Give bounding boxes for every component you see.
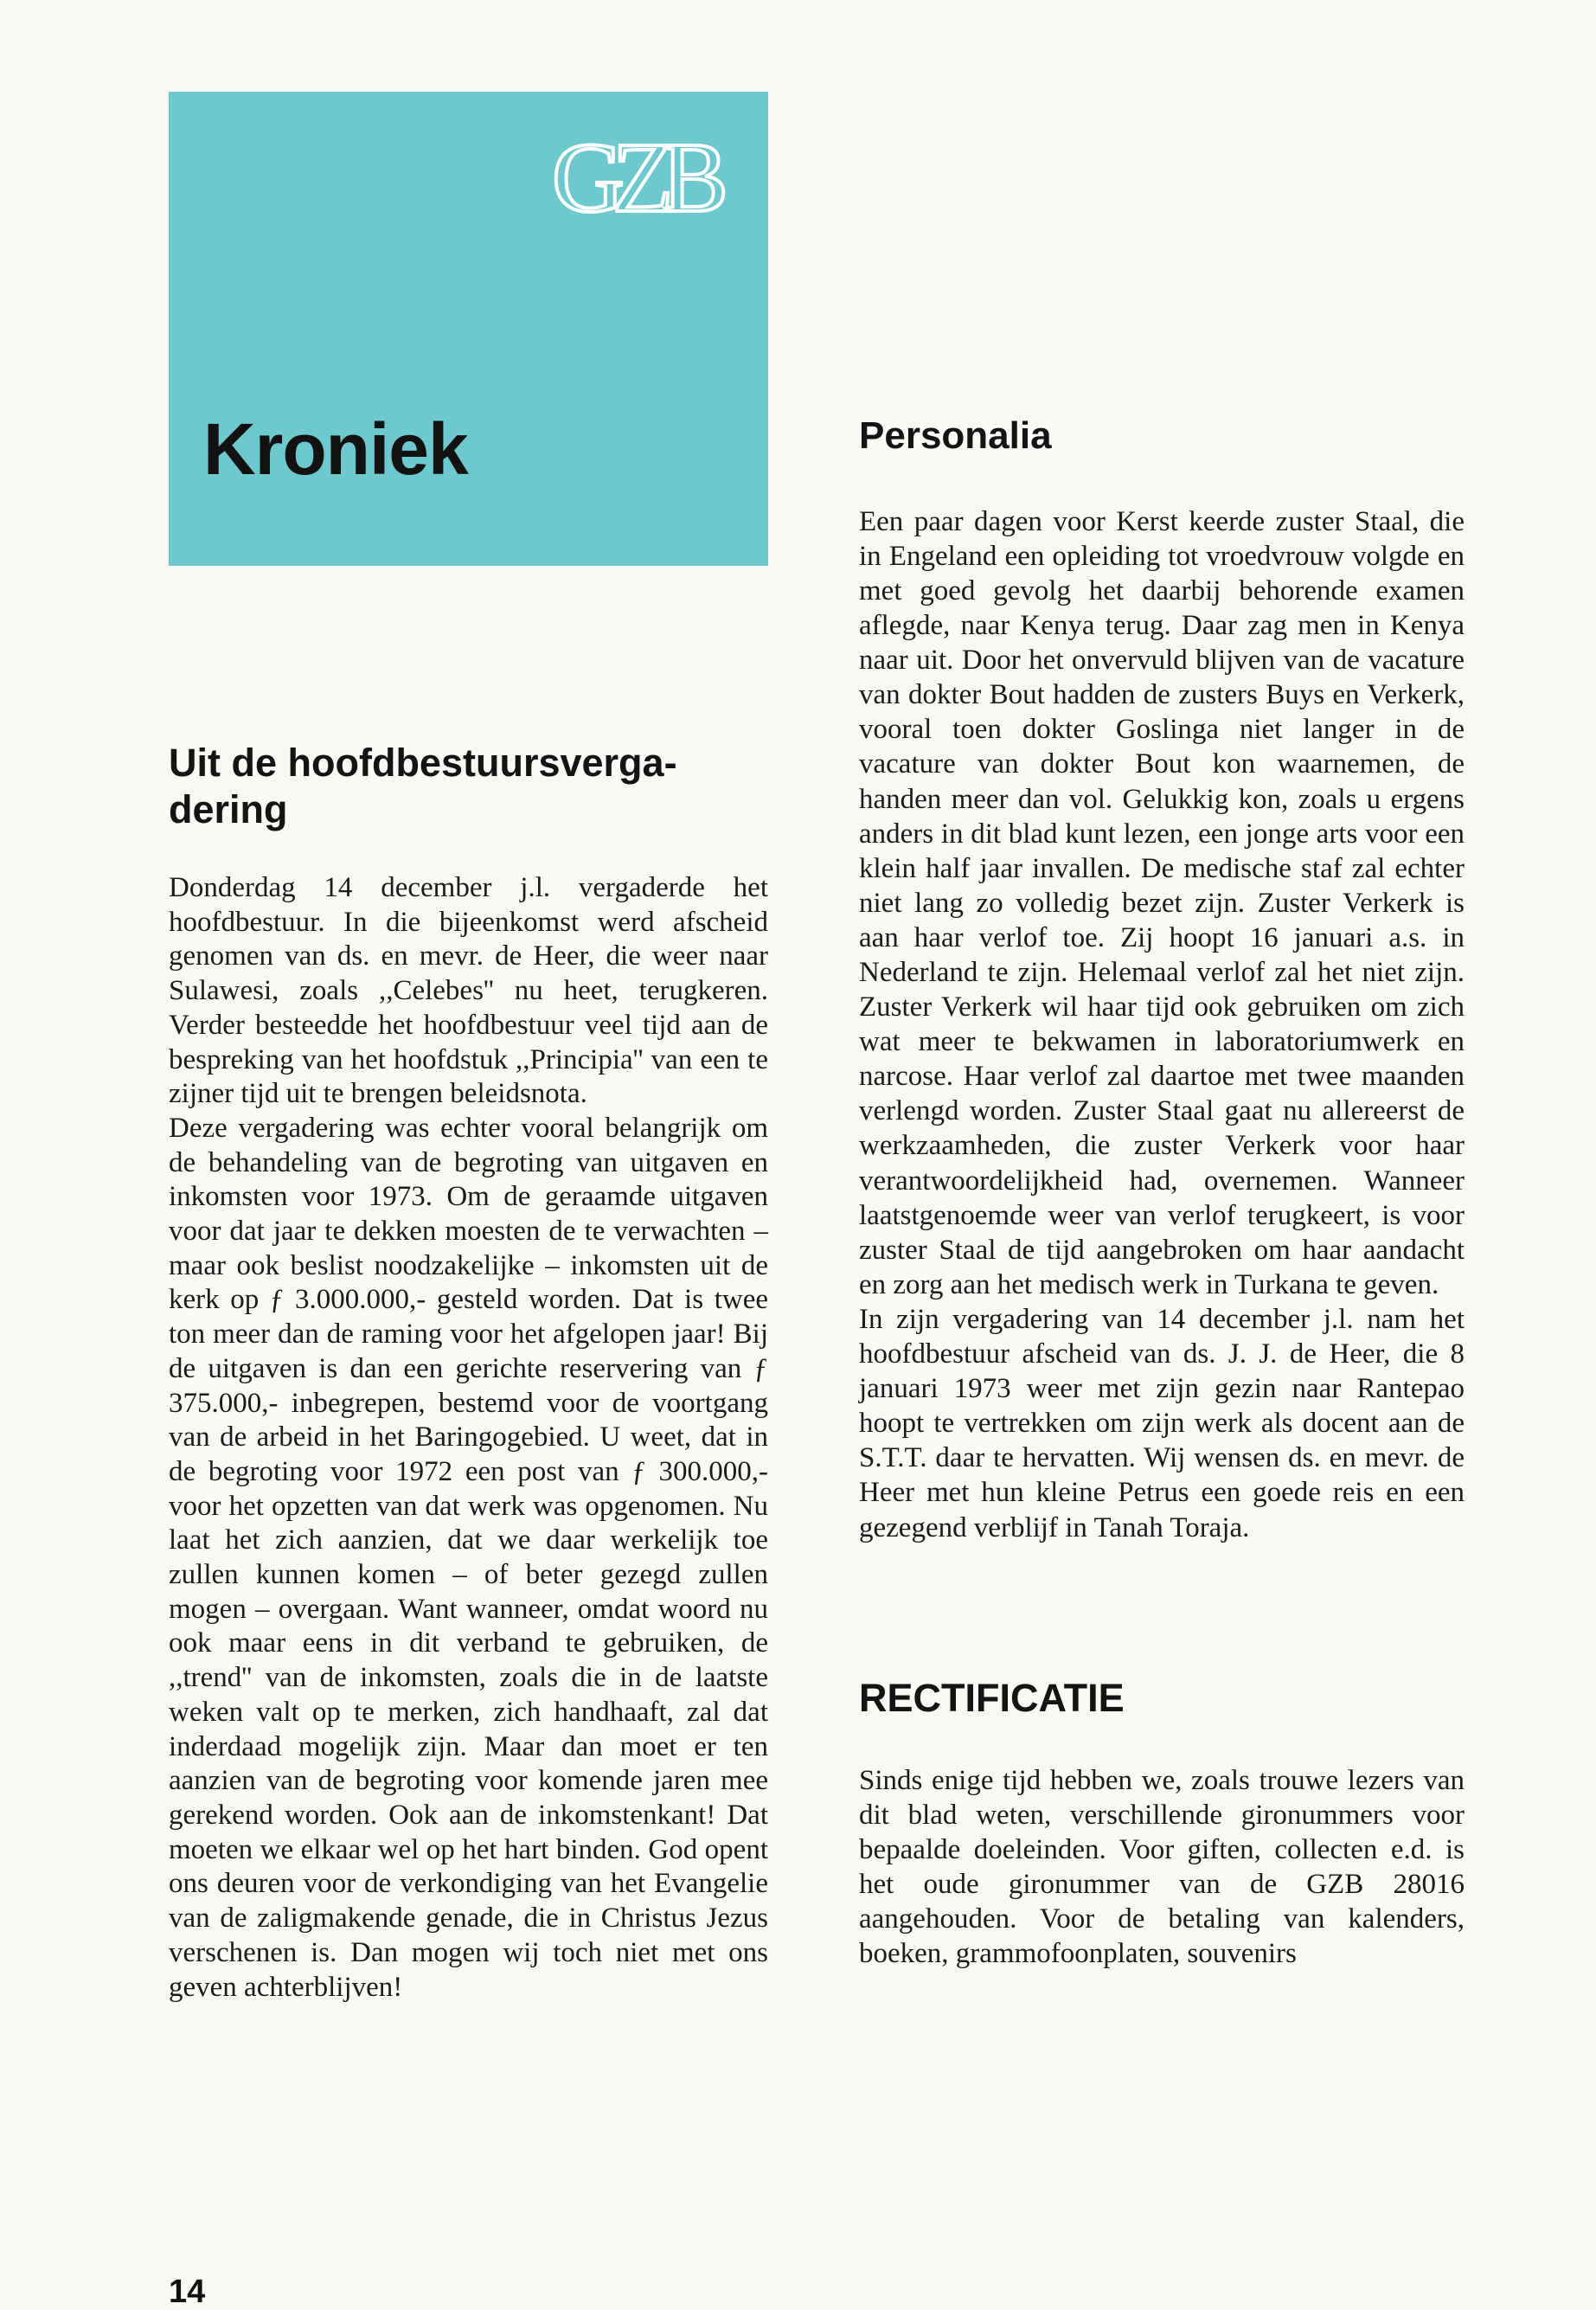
meeting-paragraph-1: Donderdag 14 december j.l. vergaderde het hoofdbestuur. In die bijeenkomst werd afscheid genomen van ds. en mevr. de Heer, die weer naar Sulawesi, zoals ,,Celebes'' nu heet, terugkeren. Verder besteedde het hoofdbestuur veel tijd aan de bespreking van het hoofdstuk ,,Principia'' van een te zijner tijd uit te brengen beleidsnota. [169,872,768,1110]
gzb-logo-icon [526,121,742,234]
personalia-paragraph-2: In zijn vergadering van 14 december j.l. nam het hoofdbestuur afscheid van ds. J. J. de Heer, die 8 januari 1973 weer met zijn gezin naar Rantepao hoopt te vertrekken om zijn werk als docent aan de S.T.T. daar te hervatten. Wij wensen ds. en mevr. de Heer met hun kleine Petrus een goede reis en een gezegend verblijf in Tanah Toraja. [859,1303,1465,1543]
personalia-paragraph-1: Een paar dagen voor Kerst keerde zuster Staal, die in Engeland een opleiding tot vroedvrouw volgde en met goed gevolg het daarbij behorende examen aflegde, naar Kenya terug. Daar zag men in Kenya naar uit. Door het onvervuld blijven van de vacature van dokter Bout hadden de zusters Buys en Verkerk, vooral toen dokter Goslinga niet langer in de vacature van dokter Bout kon waarnemen, de handen meer dan vol. Gelukkig kon, zoals u ergens anders in dit blad kunt lezen, een jonge arts voor een klein half jaar invallen. De medische staf zal echter niet lang zo volledig bezet zijn. Zuster Verkerk is aan haar verlof toe. Zij hoopt 16 januari a.s. in Nederland te zijn. Helemaal verlof zal het niet zijn. Zuster Verkerk wil haar tijd ook gebruiken om zich wat meer te bekwamen in laboratoriumwerk en narcose. Haar verlof zal daartoe met twee maanden verlengd worden. Zuster Staal gaat nu allereerst de werkzaamheden, die zuster Verkerk voor haar verantwoordelijkheid had, overnemen. Wanneer laatstgenoemde weer van verlof terugkeert, is voor zuster Staal de tijd aangebroken om haar aandacht en zorg aan het medisch werk in Turkana te geven. [859,505,1465,1300]
page-number: 14 [169,2274,206,2310]
kroniek-banner [169,92,768,566]
logo-text: GZB [552,123,716,234]
rectificatie-heading: RECTIFICATIE [859,1675,1125,1720]
page-title: Kroniek [203,408,468,490]
rectificatie-section [859,1675,1465,1972]
meeting-paragraph-2: Deze vergadering was echter vooral belangrijk om de behandeling van de begroting van uitgaven en inkomsten voor 1973. Om de geraamde uitgaven voor dat jaar te dekken moesten de te verwachten – maar ook beslist noodzakelijke – inkomsten uit de kerk op ƒ 3.000.000,- gesteld worden. Dat is twee ton meer dan de raming voor het afgelopen jaar! Bij de uitgaven is dan een gerichte reservering van ƒ 375.000,- inbegrepen, bestemd voor de voortgang van de arbeid in het Baringogebied. U weet, dat in de begroting voor 1972 een post van ƒ 300.000,- voor het opzetten van dat werk was opgenomen. Nu laat het zich aanzien, dat we daar werkelijk toe zullen kunnen komen – of beter gezegd zullen mogen – overgaan. Want wanneer, omdat woord nu ook maar eens in dit verband te gebruiken, de ,,trend'' van de inkomsten, zoals die in de laatste weken valt op te merken, zich handhaaft, zal dat inderdaad mogelijk zijn. Maar dan moet er ten aanzien van de begroting voor komende jaren mee gerekend worden. Ook aan de inkomstenkant! Dat moeten we elkaar wel op het hart binden. God opent ons deuren voor de verkondiging van het Evangelie van de zaligmakende genade, die in Christus Jezus verschenen is. Dan mogen wij toch niet met ons geven achterblijven! [169,1112,768,2003]
rectificatie-paragraph: Sinds enige tijd hebben we, zoals trouwe lezers van dit blad weten, verschillende gironummers voor bepaalde doeleinden. Voor giften, collecten e.d. is het oude gironummer van de GZB 28016 aangehouden. Voor de betaling van kalenders, boeken, grammofoonplaten, souvenirs [859,1764,1465,1970]
personalia-heading: Personalia [859,414,1052,457]
meeting-heading: Uit de hoofdbestuursverga- dering [169,741,677,831]
right-column [859,414,1465,1971]
left-column [169,740,768,2005]
